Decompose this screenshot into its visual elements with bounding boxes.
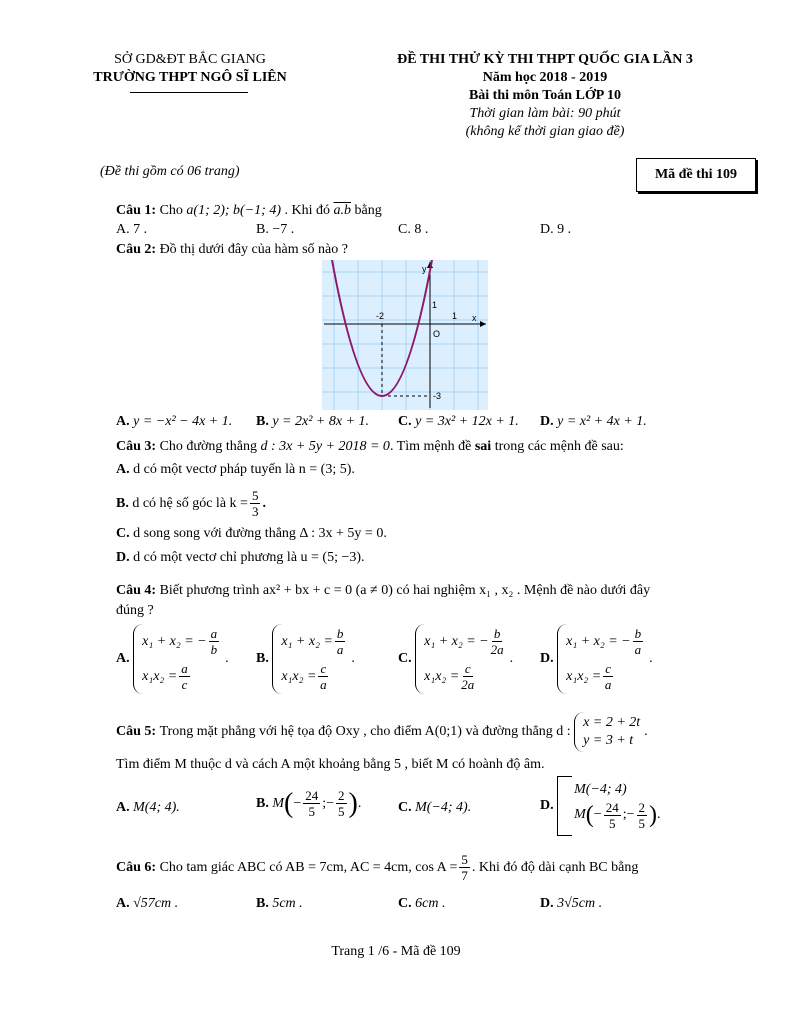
q5-d-value1: M(−4; 4)	[574, 781, 627, 797]
q4-option-d-letter: D.	[540, 651, 554, 666]
q1-text-b: . Khi đó	[284, 203, 330, 218]
q3-label: Câu 3:	[116, 439, 157, 454]
q4-a-prod-num: a	[181, 661, 188, 676]
q4-b-sum-den: a	[336, 642, 344, 657]
q3-text-c: trong các mệnh đề sau:	[494, 439, 624, 454]
question-3	[116, 438, 624, 456]
q2-option-c-letter: C.	[398, 414, 412, 429]
q5-text-line2: Tìm điểm M thuộc d và cách A một khoảng bằng 5 , biết M có hoành độ âm.	[116, 757, 545, 772]
q4-text: Biết phương trình ax² + bx + c = 0 (a ≠ 0) có hai nghiệm x₁ , x₂ . Mệnh đề nào dưới đây	[159, 583, 651, 598]
q2-option-d-letter: D.	[540, 414, 554, 429]
q4-d-prod-den: a	[604, 677, 612, 692]
parabola-graph	[322, 260, 488, 410]
q6-option-a[interactable]	[116, 896, 178, 912]
q1-text-a: Cho	[159, 203, 183, 218]
q2-option-d-text: y = x² + 4x + 1.	[557, 414, 647, 429]
q4-b-prod: x₁x₂ =	[281, 668, 317, 684]
q3-text-a: Cho đường thẳng	[159, 439, 257, 454]
q5-sys-x: x = 2 + 2t	[583, 715, 641, 730]
question-4	[116, 582, 650, 600]
q5-option-b-letter: B.	[256, 795, 269, 811]
q4-d-sum-num: b	[634, 626, 642, 641]
q5-option-d[interactable]	[540, 776, 661, 836]
q2-option-a-letter: A.	[116, 414, 130, 429]
q1-text-c: bằng	[354, 203, 382, 218]
q2-option-c-text: y = 3x² + 12x + 1.	[415, 414, 519, 429]
x-axis-label: x	[472, 313, 477, 323]
q2-option-a-text: y = −x² − 4x + 1.	[133, 414, 233, 429]
tick-y-1: 1	[432, 300, 438, 310]
q5-b-num2: 2	[338, 788, 345, 803]
q5-text: Trong mặt phẳng với hệ tọa độ Oxy , cho điểm A(0;1) và đường thẳng d :	[159, 724, 571, 739]
q3-option-b-letter: B.	[116, 495, 129, 511]
q4-a-prod: x₁x₂ =	[142, 668, 178, 684]
department-name: SỞ GD&ĐT BẮC GIANG	[114, 52, 266, 67]
q5-d-den1: 5	[608, 815, 616, 831]
q4-option-d[interactable]: D. x₁ + x₂ = − $\frac{b}{a}$ x₁x₂ = $\frac{c}{a}$ .	[540, 626, 653, 692]
time-line: Thời gian làm bài: 90 phút	[469, 106, 621, 121]
school-name: TRƯỜNG THPT NGÔ SĨ LIÊN	[93, 70, 287, 85]
header-divider	[130, 92, 248, 93]
q3-text-b: . Tìm mệnh đề	[389, 439, 472, 454]
q3-option-a-text: d có một vectơ pháp tuyến là n = (3; 5).	[133, 462, 355, 477]
q6-option-a-text: √57cm .	[133, 896, 179, 911]
q1-option-b[interactable]: B. −7 .	[256, 222, 295, 237]
q5-option-d-letter: D.	[540, 798, 554, 813]
q5-option-c-letter: C.	[398, 800, 412, 815]
q6-option-c[interactable]	[398, 896, 445, 912]
q3-bold-word: sai	[474, 439, 492, 454]
q5-b-den1: 5	[308, 804, 315, 819]
q5-line-system	[574, 712, 644, 752]
q4-a-sum: x₁ + x₂ = −	[142, 633, 207, 649]
q3-option-b[interactable]: B. d có hệ số góc là k = $\frac{5}{3}$ .	[116, 488, 266, 519]
q6-cos-den: 7	[461, 868, 468, 883]
exam-title: ĐỀ THI THỬ KỲ THI THPT QUỐC GIA LẦN 3	[397, 52, 693, 67]
q4-option-b-letter: B.	[256, 651, 269, 666]
origin-label: O	[433, 329, 441, 339]
q5-d-num1: 24	[605, 799, 619, 815]
q3-option-c[interactable]	[116, 526, 387, 542]
q6-option-b[interactable]	[256, 896, 303, 912]
q6-text: Cho tam giác ABC có AB = 7cm, AC = 4cm, cos A =	[159, 859, 458, 875]
q3-option-c-text: d song song với đường thẳng Δ : 3x + 5y = 0.	[133, 526, 387, 541]
q4-label: Câu 4:	[116, 583, 157, 598]
q1-option-c[interactable]: C. 8 .	[398, 222, 429, 237]
q5-option-a-text: M(4; 4).	[133, 800, 180, 815]
q4-c-prod-num: c	[464, 661, 471, 676]
q5-sys-y: y = 3 + t	[583, 733, 634, 748]
q6-cos-fraction	[459, 852, 470, 883]
q4-a-prod-den: c	[181, 677, 188, 692]
q4-option-b[interactable]: B. x₁ + x₂ = $\frac{b}{a}$ x₁x₂ = $\frac{c}{a}$ .	[256, 626, 355, 692]
q6-option-d-letter: D.	[540, 896, 554, 911]
q6-option-b-letter: B.	[256, 896, 269, 911]
q5-option-a-letter: A.	[116, 800, 130, 815]
q4-option-c-letter: C.	[398, 651, 412, 666]
q3-frac-num: 5	[251, 488, 259, 503]
q5-option-c[interactable]	[398, 800, 471, 816]
q5-option-a[interactable]	[116, 800, 180, 816]
q4-option-d-system	[557, 624, 649, 694]
page-footer: Trang 1 /6 - Mã đề 109	[331, 944, 461, 959]
q1-vectors: a(1; 2); b(−1; 4)	[186, 203, 281, 218]
q2-text: Đồ thị dưới đây của hàm số nào ?	[159, 242, 348, 257]
question-1	[116, 202, 382, 220]
q4-c-prod: x₁x₂ =	[424, 668, 460, 684]
q3-option-c-letter: C.	[116, 526, 130, 541]
q2-option-c[interactable]	[398, 414, 519, 430]
q4-option-c[interactable]: C. x₁ + x₂ = − $\frac{b}{2a}$ x₁x₂ = $\frac{c}{2a}$ .	[398, 626, 514, 692]
q1-dot-product: a.b	[333, 203, 351, 218]
q4-c-sum-den: 2a	[490, 642, 504, 657]
q4-b-sum: x₁ + x₂ =	[281, 633, 333, 649]
q5-option-d-bracket	[557, 776, 572, 836]
q4-b-sum-num: b	[336, 626, 344, 641]
q1-label: Câu 1:	[116, 203, 157, 218]
q4-d-prod-num: c	[605, 661, 612, 676]
q3-option-d[interactable]	[116, 550, 365, 566]
q5-b-num1: 24	[305, 788, 319, 803]
q6-option-d-text: 3√5cm .	[557, 896, 603, 911]
q4-d-sum-den: a	[634, 642, 642, 657]
q5-option-b-m: M	[272, 795, 285, 811]
q4-d-sum: x₁ + x₂ = −	[566, 633, 631, 649]
q6-cos-num: 5	[461, 852, 468, 867]
q3-option-b-fraction	[250, 488, 261, 519]
q4-b-prod-num: c	[320, 661, 327, 676]
q6-option-a-letter: A.	[116, 896, 130, 911]
pages-note: (Đề thi gồm có 06 trang)	[100, 164, 240, 179]
q5-option-c-text: M(−4; 4).	[415, 800, 472, 815]
y-axis-label: y	[422, 264, 427, 274]
tick-y-neg3: -3	[433, 391, 442, 401]
school-year: Năm học 2018 - 2019	[482, 70, 608, 85]
q6-option-d[interactable]	[540, 896, 602, 912]
q5-b-den2: 5	[338, 804, 345, 819]
q2-option-b[interactable]	[256, 414, 369, 430]
q4-option-a[interactable]: A. x₁ + x₂ = − $\frac{a}{b}$ x₁x₂ = $\frac{a}{c}$ .	[116, 626, 229, 692]
q4-option-a-letter: A.	[116, 651, 130, 666]
q4-c-sum-num: b	[493, 626, 501, 641]
q5-label: Câu 5:	[116, 724, 157, 739]
q4-b-prod-den: a	[320, 677, 327, 692]
time-note: (không kể thời gian giao đề)	[465, 124, 625, 139]
q3-frac-den: 3	[251, 504, 259, 519]
q5-d-den2: 5	[638, 815, 645, 831]
q6-option-c-letter: C.	[398, 896, 412, 911]
q6-text2: . Khi đó độ dài cạnh BC bằng	[471, 859, 639, 875]
q3-equation: d : 3x + 5y + 2018 = 0	[260, 439, 390, 454]
question-2	[116, 241, 348, 259]
q4-text-line2: đúng ?	[116, 603, 154, 618]
q1-option-a[interactable]: A. 7 .	[116, 222, 148, 237]
q4-a-sum-den: b	[210, 642, 218, 657]
q4-d-prod: x₁x₂ =	[566, 668, 602, 684]
q6-label: Câu 6:	[116, 859, 157, 875]
q2-option-a[interactable]	[116, 414, 232, 430]
q4-option-b-system	[272, 624, 351, 694]
q6-option-c-text: 6cm .	[415, 896, 446, 911]
q2-option-b-letter: B.	[256, 414, 269, 429]
q6-option-b-text: 5cm .	[272, 896, 303, 911]
q1-option-d[interactable]: D. 9 .	[540, 222, 572, 237]
subject-line: Bài thi môn Toán LỚP 10	[468, 88, 622, 103]
q3-option-d-letter: D.	[116, 550, 130, 565]
question-6	[116, 852, 638, 883]
q3-option-d-text: d có một vectơ chỉ phương là u = (5; −3).	[133, 550, 365, 565]
tick-x-neg2: -2	[376, 311, 385, 321]
tick-x-1: 1	[452, 311, 458, 321]
graph-background	[322, 260, 488, 410]
q4-c-prod-den: 2a	[461, 677, 475, 692]
q4-option-c-system	[415, 624, 510, 694]
q3-option-b-text: d có hệ số góc là k =	[132, 495, 248, 511]
q2-option-d[interactable]	[540, 414, 647, 430]
q4-option-a-system	[133, 624, 225, 694]
q4-c-sum: x₁ + x₂ = −	[424, 633, 489, 649]
q2-label: Câu 2:	[116, 242, 157, 257]
q4-a-sum-num: a	[210, 626, 218, 641]
q5-d-num2: 2	[638, 799, 645, 815]
question-5: Câu 5: Trong mặt phẳng với hệ tọa độ Oxy , cho điểm A(0;1) và đường thẳng d : x = 2 + 2t y = 3 + t .	[116, 712, 648, 752]
q2-option-b-text: y = 2x² + 8x + 1.	[272, 414, 370, 429]
q3-option-a-letter: A.	[116, 462, 130, 477]
q5-option-b[interactable]: B. M ( − $\frac{24}{5}$ ;− $\frac{2}{5}$ ) .	[256, 787, 362, 819]
q5-option-d-values: M(−4; 4) M ( − $\frac{24}{5}$ ;− $\frac{2}{5}$ ) .	[574, 781, 661, 831]
q3-option-a[interactable]	[116, 462, 355, 478]
q5-d-m2: M	[574, 807, 586, 822]
exam-code-box: Mã đề thi 109	[636, 158, 756, 192]
